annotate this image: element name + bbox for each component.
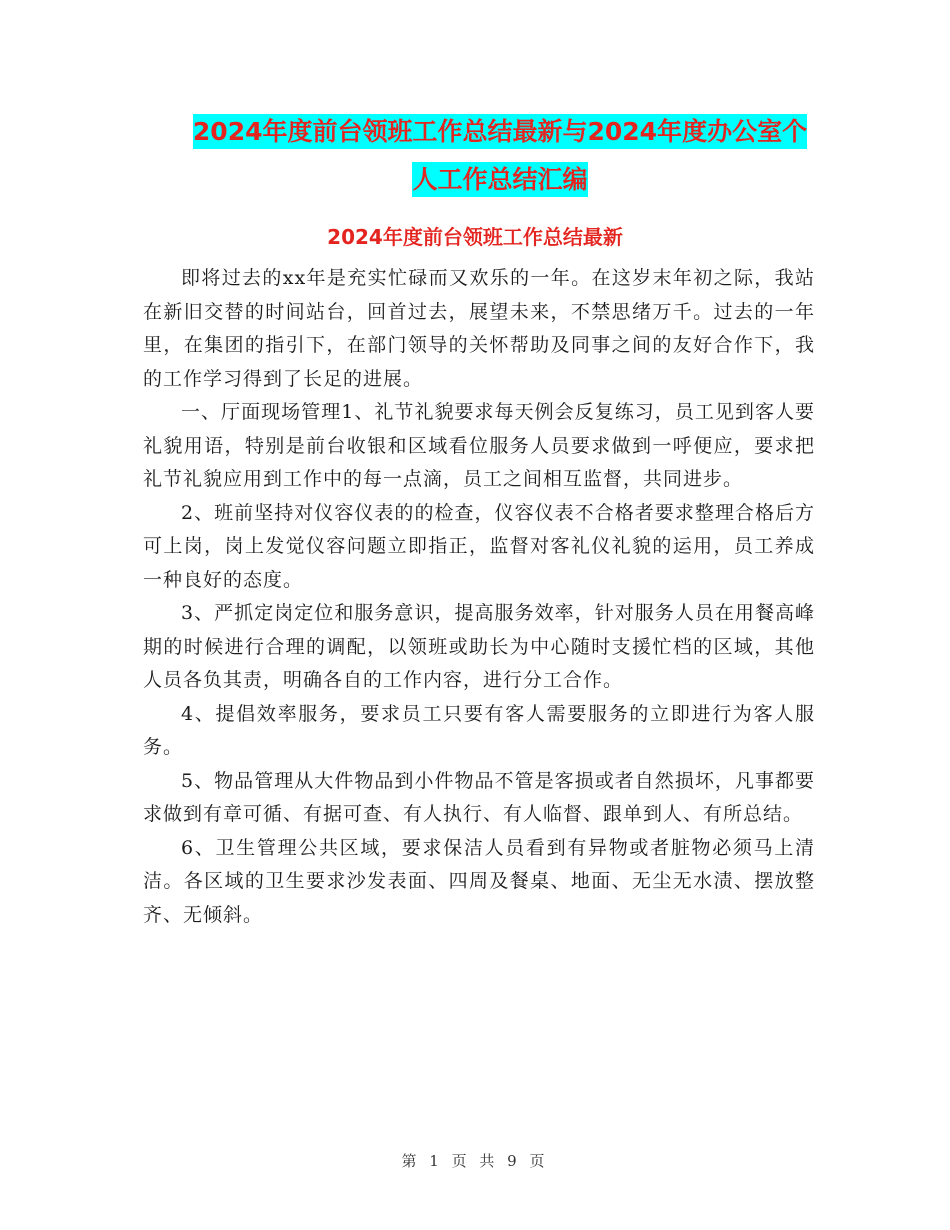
paragraph-item-2: 2、班前坚持对仪容仪表的的检查，仪容仪表不合格者要求整理合格后方可上岗，岗上发觉仪容问题立即指正，监督对客礼仪礼貌的运用，员工养成一种良好的态度。 <box>143 501 815 591</box>
section-title: 2024年度前台领班工作总结最新 <box>327 225 623 249</box>
paragraph-item-5: 5、物品管理从大件物品到小件物品不管是客损或者自然损坏，凡事都要求做到有章可循、有据可查、有人执行、有人临督、跟单到人、有所总结。 <box>143 769 815 825</box>
paragraph-item-3: 3、严抓定岗定位和服务意识，提高服务效率，针对服务人员在用餐高峰期的时候进行合理的调配，以领班或助长为中心随时支援忙档的区域，其他人员各负其责，明确各自的工作内容，进行分工合作。 <box>143 602 815 691</box>
document-body <box>143 262 815 932</box>
document-title-line-2: 人工作总结汇编 <box>412 162 587 197</box>
paragraph-item-6: 6、卫生管理公共区域，要求保洁人员看到有异物或者脏物必须马上清洁。各区域的卫生要求沙发表面、四周及餐桌、地面、无尘无水渍、摆放整齐、无倾斜。 <box>143 836 815 926</box>
document-title-line-1: 2024年度前台领班工作总结最新与2024年度办公室个 <box>193 114 807 149</box>
page-footer: 第 1 页 共 9 页 <box>401 1152 549 1170</box>
document-title <box>140 108 860 204</box>
paragraph-item-4: 4、提倡效率服务，要求员工只要有客人需要服务的立即进行为客人服务。 <box>143 702 815 758</box>
paragraph-item-1: 一、厅面现场管理1、礼节礼貌要求每天例会反复练习，员工见到客人要礼貌用语，特别是前台收银和区域看位服务人员要求做到一呼便应，要求把礼节礼貌应用到工作中的每一点滴，员工之间相互监督，共同进步。 <box>143 401 815 490</box>
paragraph-intro: 即将过去的xx年是充实忙碌而又欢乐的一年。在这岁末年初之际，我站在新旧交替的时间站台，回首过去，展望未来，不禁思绪万千。过去的一年里，在集团的指引下，在部门领导的关怀帮助及同事之间的友好合作下，我的工作学习得到了长足的进展。 <box>143 267 815 390</box>
